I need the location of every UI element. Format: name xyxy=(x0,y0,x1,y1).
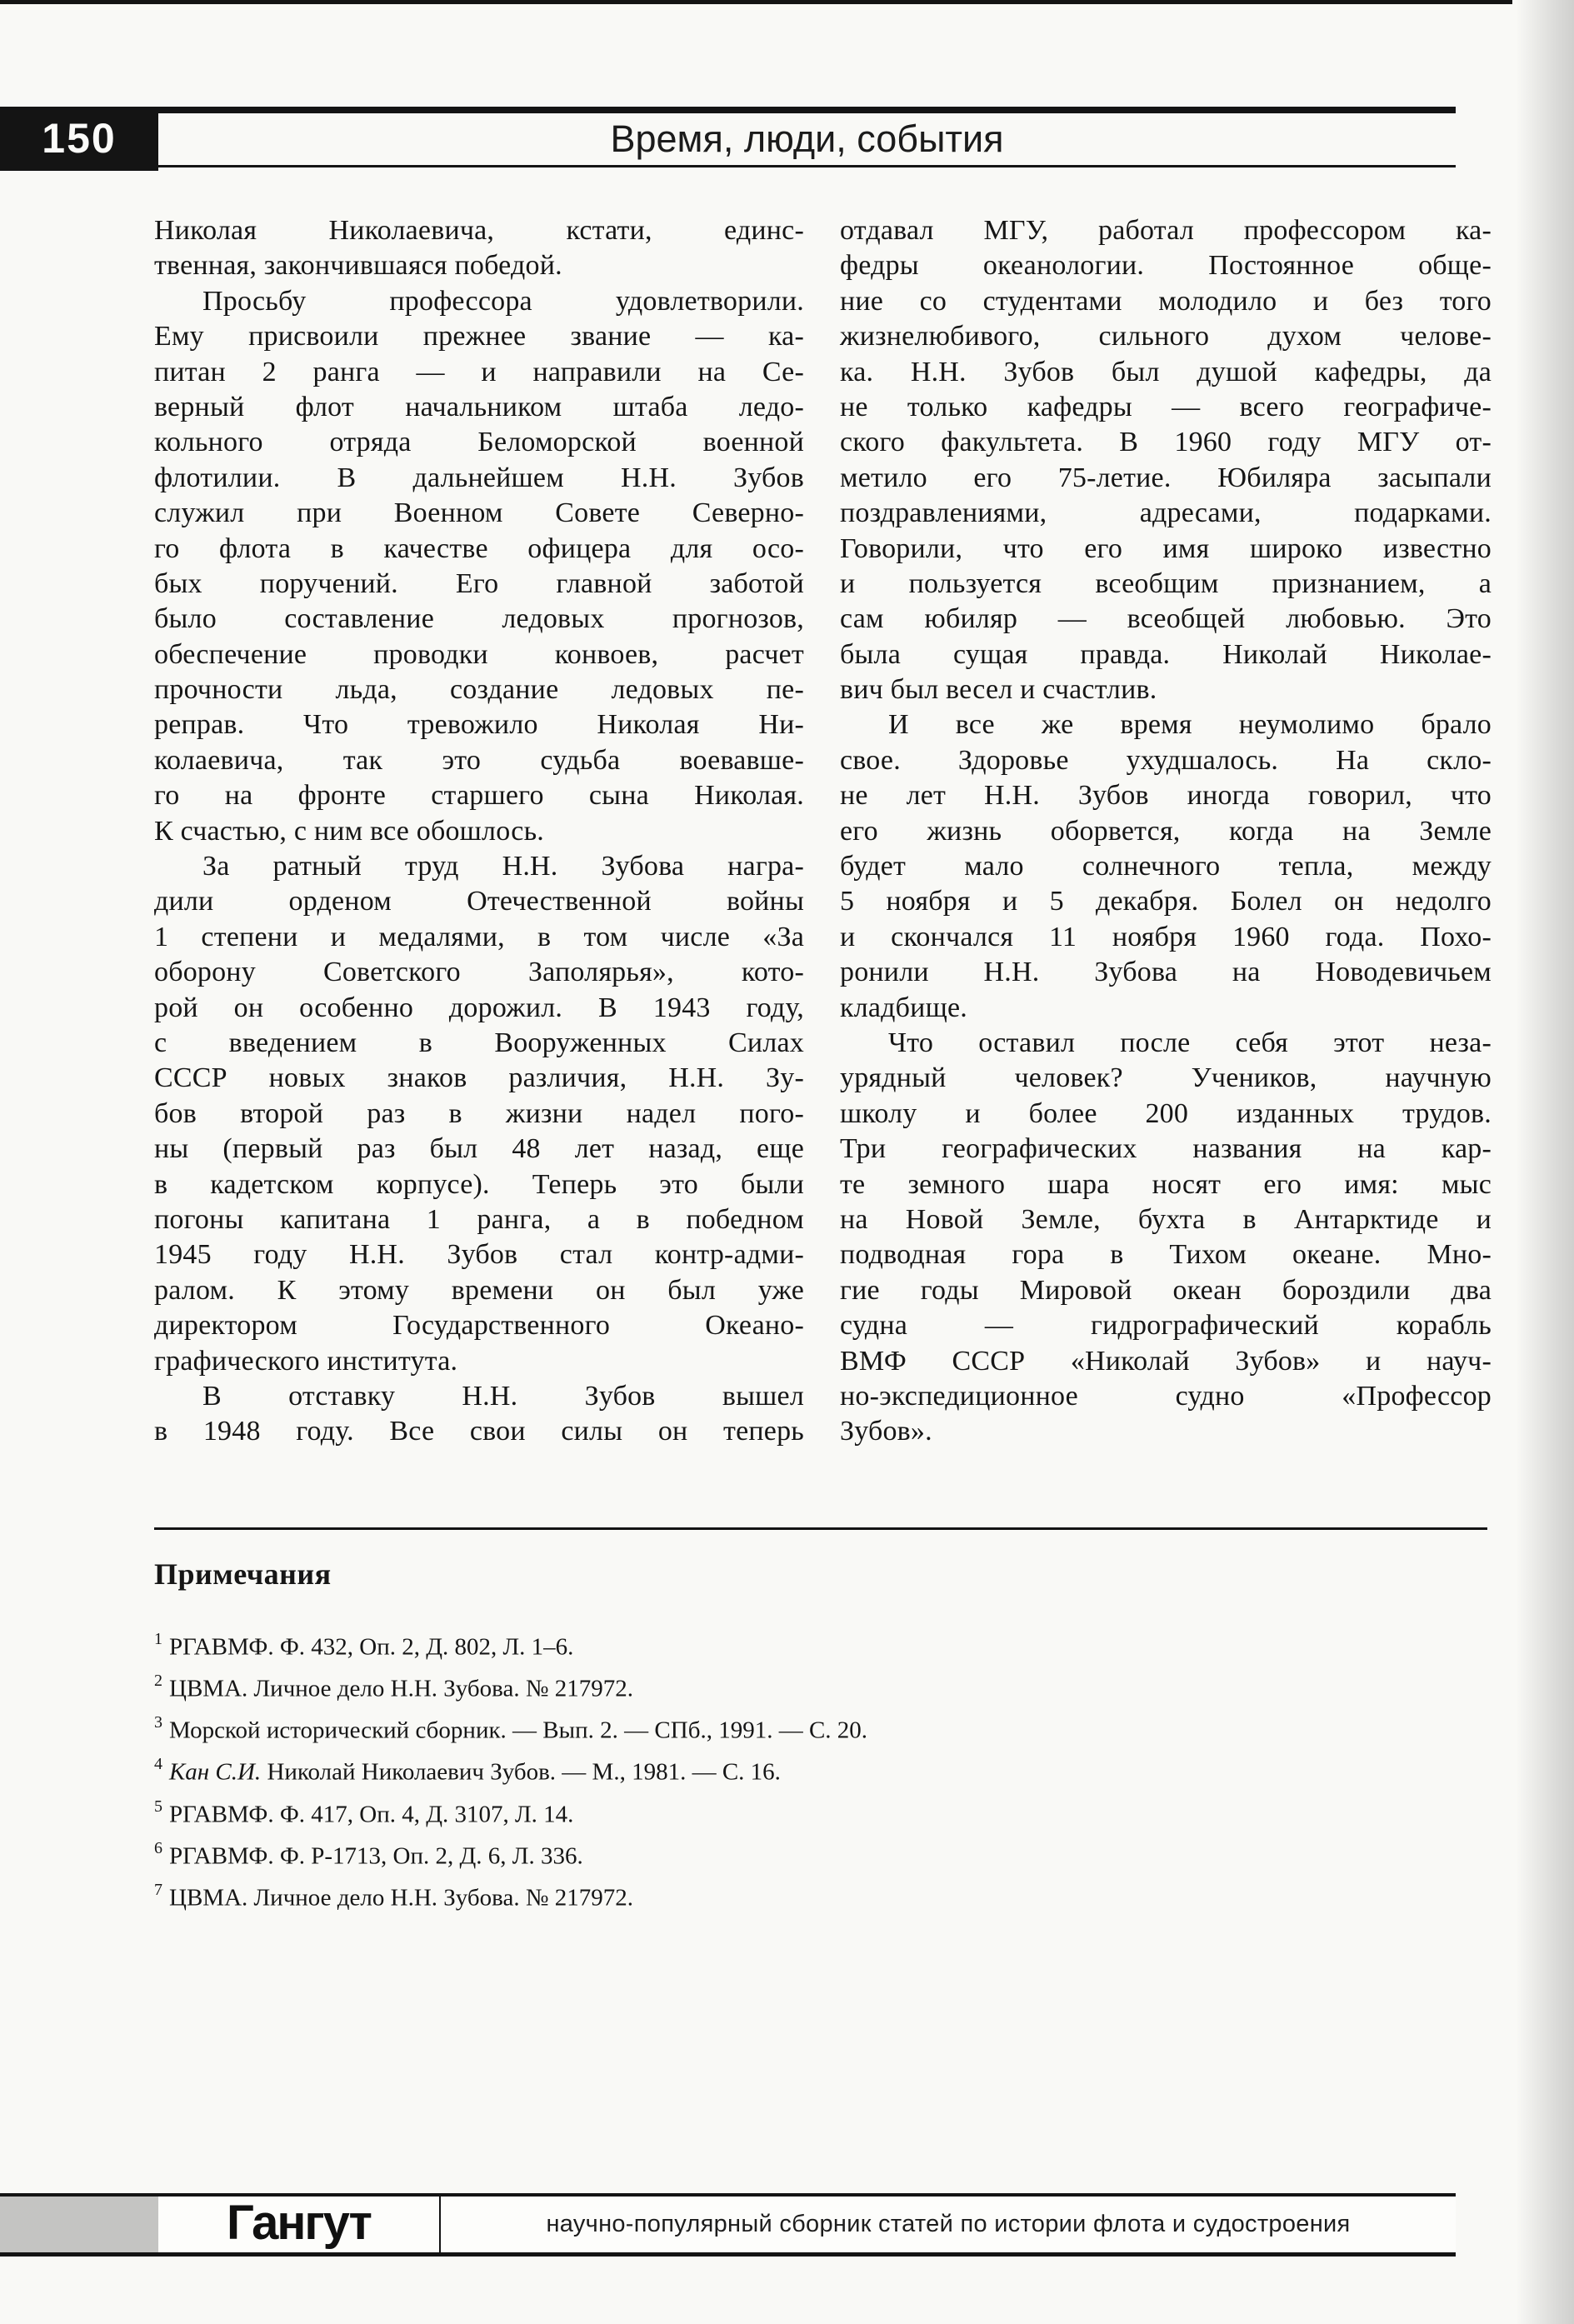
text-line: твенная, закончившаяся победой. xyxy=(154,250,562,282)
text-line: прочности льда, создание ледовых пе- xyxy=(154,674,804,706)
text-line: питан 2 ранга — и направили на Се- xyxy=(154,356,804,387)
text-line: ны (первый раз был 48 лет назад, еще xyxy=(154,1133,804,1165)
text-line: те земного шара носят его имя: мыс xyxy=(840,1168,1492,1200)
text-line: сам юбиляр — всеобщей любовью. Это xyxy=(840,603,1492,635)
scan-top-edge xyxy=(0,0,1512,4)
notes-divider-rule xyxy=(154,1527,1487,1530)
scan-right-shadow xyxy=(1516,0,1574,2324)
text-line: За ратный труд Н.Н. Зубова награ- xyxy=(202,851,804,882)
text-line: школу и более 200 изданных трудов. xyxy=(840,1097,1492,1129)
footnote-item xyxy=(154,1748,1487,1790)
header-top-rule xyxy=(0,107,1456,113)
footnote-number: 4 xyxy=(154,1755,162,1774)
text-line: не лет Н.Н. Зубов иногда говорил, что xyxy=(840,780,1492,812)
text-line: оборону Советского Заполярья», кото- xyxy=(154,957,804,988)
footer-bottom-rule xyxy=(0,2252,1456,2257)
text-line: отдавал МГУ, работал профессором ка- xyxy=(840,215,1492,246)
footnote-text: РГАВМФ. Ф. 432, Оп. 2, Д. 802, Л. 1–6. xyxy=(169,1633,574,1661)
text-line: Что оставил после себя этот неза- xyxy=(888,1027,1492,1058)
text-line: гие годы Мировой океан бороздили два xyxy=(840,1274,1492,1306)
text-line: на Новой Земле, бухта в Антарктиде и xyxy=(840,1203,1492,1235)
text-line: 5 ноября и 5 декабря. Болел он недолго xyxy=(840,886,1492,917)
text-line: но-экспедиционное судно «Профессор xyxy=(840,1380,1492,1412)
footnote-text: Николай Николаевич Зубов. — М., 1981. — С. 16. xyxy=(261,1759,781,1787)
body-right-column xyxy=(840,213,1492,1450)
text-line: К счастью, с ним все обошлось. xyxy=(154,815,544,847)
body-left-column xyxy=(154,213,804,1450)
text-line: поздравлениями, адресами, подарками. xyxy=(840,497,1492,529)
text-line: Просьбу профессора удовлетворили. xyxy=(202,285,804,317)
text-line: в 1948 году. Все свои силы он теперь xyxy=(154,1416,804,1447)
footer-gray-block xyxy=(0,2197,158,2252)
footnote-number: 3 xyxy=(154,1713,162,1732)
text-line: го флота в качестве офицера для осо- xyxy=(154,532,804,564)
text-line: будет мало солнечного тепла, между xyxy=(840,851,1492,882)
footnote-item xyxy=(154,1874,1487,1916)
text-line: Ему присвоили прежнее звание — ка- xyxy=(154,321,804,352)
text-line: 1 степени и медалями, в том числе «За xyxy=(154,921,804,952)
text-line: флотилии. В дальнейшем Н.Н. Зубов xyxy=(154,462,804,493)
text-line: судна — гидрографический корабль xyxy=(840,1310,1492,1342)
text-line: жизнелюбивого, сильного духом челове- xyxy=(840,321,1492,352)
text-line: его жизнь оборвется, когда на Земле xyxy=(840,815,1492,847)
text-line: И все же время неумолимо брало xyxy=(888,709,1492,741)
text-line: погоны капитана 1 ранга, а в победном xyxy=(154,1203,804,1235)
footnote-number: 5 xyxy=(154,1797,162,1816)
text-line: рой он особенно дорожил. В 1943 году, xyxy=(154,992,804,1023)
footnote-text: ЦВМА. Личное дело Н.Н. Зубова. № 217972. xyxy=(169,1884,634,1912)
footnote-item xyxy=(154,1623,1487,1665)
footer-tagline: научно-популярный сборник статей по истории флота и судостроения xyxy=(441,2197,1456,2252)
footnote-number: 1 xyxy=(154,1630,162,1648)
text-line: и пользуется всеобщим признанием, а xyxy=(840,567,1492,599)
notes-heading: Примечания xyxy=(154,1557,332,1591)
text-line: Зубов». xyxy=(840,1416,932,1447)
footer-bar xyxy=(0,2193,1456,2257)
footnote-item xyxy=(154,1832,1487,1874)
footnote-item xyxy=(154,1665,1487,1707)
text-line: было составление ледовых прогнозов, xyxy=(154,603,804,635)
footnote-item xyxy=(154,1707,1487,1748)
footnote-number: 7 xyxy=(154,1880,162,1899)
text-line: служил при Военном Совете Северно- xyxy=(154,497,804,529)
text-line: реправ. Что тревожило Николая Ни- xyxy=(154,709,804,741)
footer-logo: Гангут xyxy=(158,2197,439,2252)
text-line: метило его 75-летие. Юбиляра засыпали xyxy=(840,462,1492,493)
footnote-text: Морской исторический сборник. — Вып. 2. — СПб., 1991. — С. 20. xyxy=(169,1717,868,1744)
footnote-author: Кан С.И. xyxy=(169,1759,262,1787)
text-line: кольного отряда Беломорской военной xyxy=(154,427,804,458)
text-line: была сущая правда. Николай Николае- xyxy=(840,638,1492,670)
text-line: ние со студентами молодило и без того xyxy=(840,285,1492,317)
text-line: Говорили, что его имя широко известно xyxy=(840,532,1492,564)
text-line: колаевича, так это судьба воевавше- xyxy=(154,744,804,776)
running-header xyxy=(158,113,1456,167)
text-line: кладбище. xyxy=(840,992,967,1023)
text-line: графического института. xyxy=(154,1345,458,1377)
text-line: свое. Здоровье ухудшалось. На скло- xyxy=(840,744,1492,776)
page-number-badge xyxy=(0,107,158,171)
text-line: директором Государственного Океано- xyxy=(154,1310,804,1342)
text-line: Три географических названия на кар- xyxy=(840,1133,1492,1165)
text-line: бов второй раз в жизни надел пого- xyxy=(154,1097,804,1129)
text-line: В отставку Н.Н. Зубов вышел xyxy=(202,1380,804,1412)
footnote-text: РГАВМФ. Ф. Р-1713, Оп. 2, Д. 6, Л. 336. xyxy=(169,1842,583,1870)
text-line: в кадетском корпусе). Теперь это были xyxy=(154,1168,804,1200)
text-line: и скончался 11 ноября 1960 года. Похо- xyxy=(840,921,1492,952)
footnote-item xyxy=(154,1791,1487,1832)
text-line: федры океанологии. Постоянное обще- xyxy=(840,250,1492,282)
footnotes-list xyxy=(154,1623,1487,1916)
text-line: бых поручений. Его главной заботой xyxy=(154,567,804,599)
text-line: урядный человек? Учеников, научную xyxy=(840,1062,1492,1094)
text-line: 1945 году Н.Н. Зубов стал контр-адми- xyxy=(154,1239,804,1271)
text-line: обеспечение проводки конвоев, расчет xyxy=(154,638,804,670)
text-line: СССР новых знаков различия, Н.Н. Зу- xyxy=(154,1062,804,1094)
text-line: вич был весел и счастлив. xyxy=(840,674,1157,706)
text-line: подводная гора в Тихом океане. Мно- xyxy=(840,1239,1492,1271)
text-line: дили орденом Отечественной войны xyxy=(154,886,804,917)
text-line: ВМФ СССР «Николай Зубов» и науч- xyxy=(840,1345,1492,1377)
running-header-title: Время, люди, события xyxy=(610,117,1004,160)
text-line: ралом. К этому времени он был уже xyxy=(154,1274,804,1306)
text-line: ского факультета. В 1960 году МГУ от- xyxy=(840,427,1492,458)
text-line: ронили Н.Н. Зубова на Новодевичьем xyxy=(840,957,1492,988)
text-line: верный флот начальником штаба ледо- xyxy=(154,391,804,422)
text-line: Николая Николаевича, кстати, единс- xyxy=(154,215,804,246)
text-line: не только кафедры — всего географиче- xyxy=(840,391,1492,422)
footnote-text: РГАВМФ. Ф. 417, Оп. 4, Д. 3107, Л. 14. xyxy=(169,1801,574,1828)
text-line: го на фронте старшего сына Николая. xyxy=(154,780,804,812)
footnote-number: 6 xyxy=(154,1838,162,1857)
text-line: ка. Н.Н. Зубов был душой кафедры, да xyxy=(840,356,1492,387)
text-line: с введением в Вооруженных Силах xyxy=(154,1027,804,1058)
footnote-number: 2 xyxy=(154,1672,162,1691)
footnote-text: ЦВМА. Личное дело Н.Н. Зубова. № 217972. xyxy=(169,1675,634,1702)
page-number: 150 xyxy=(42,115,117,162)
